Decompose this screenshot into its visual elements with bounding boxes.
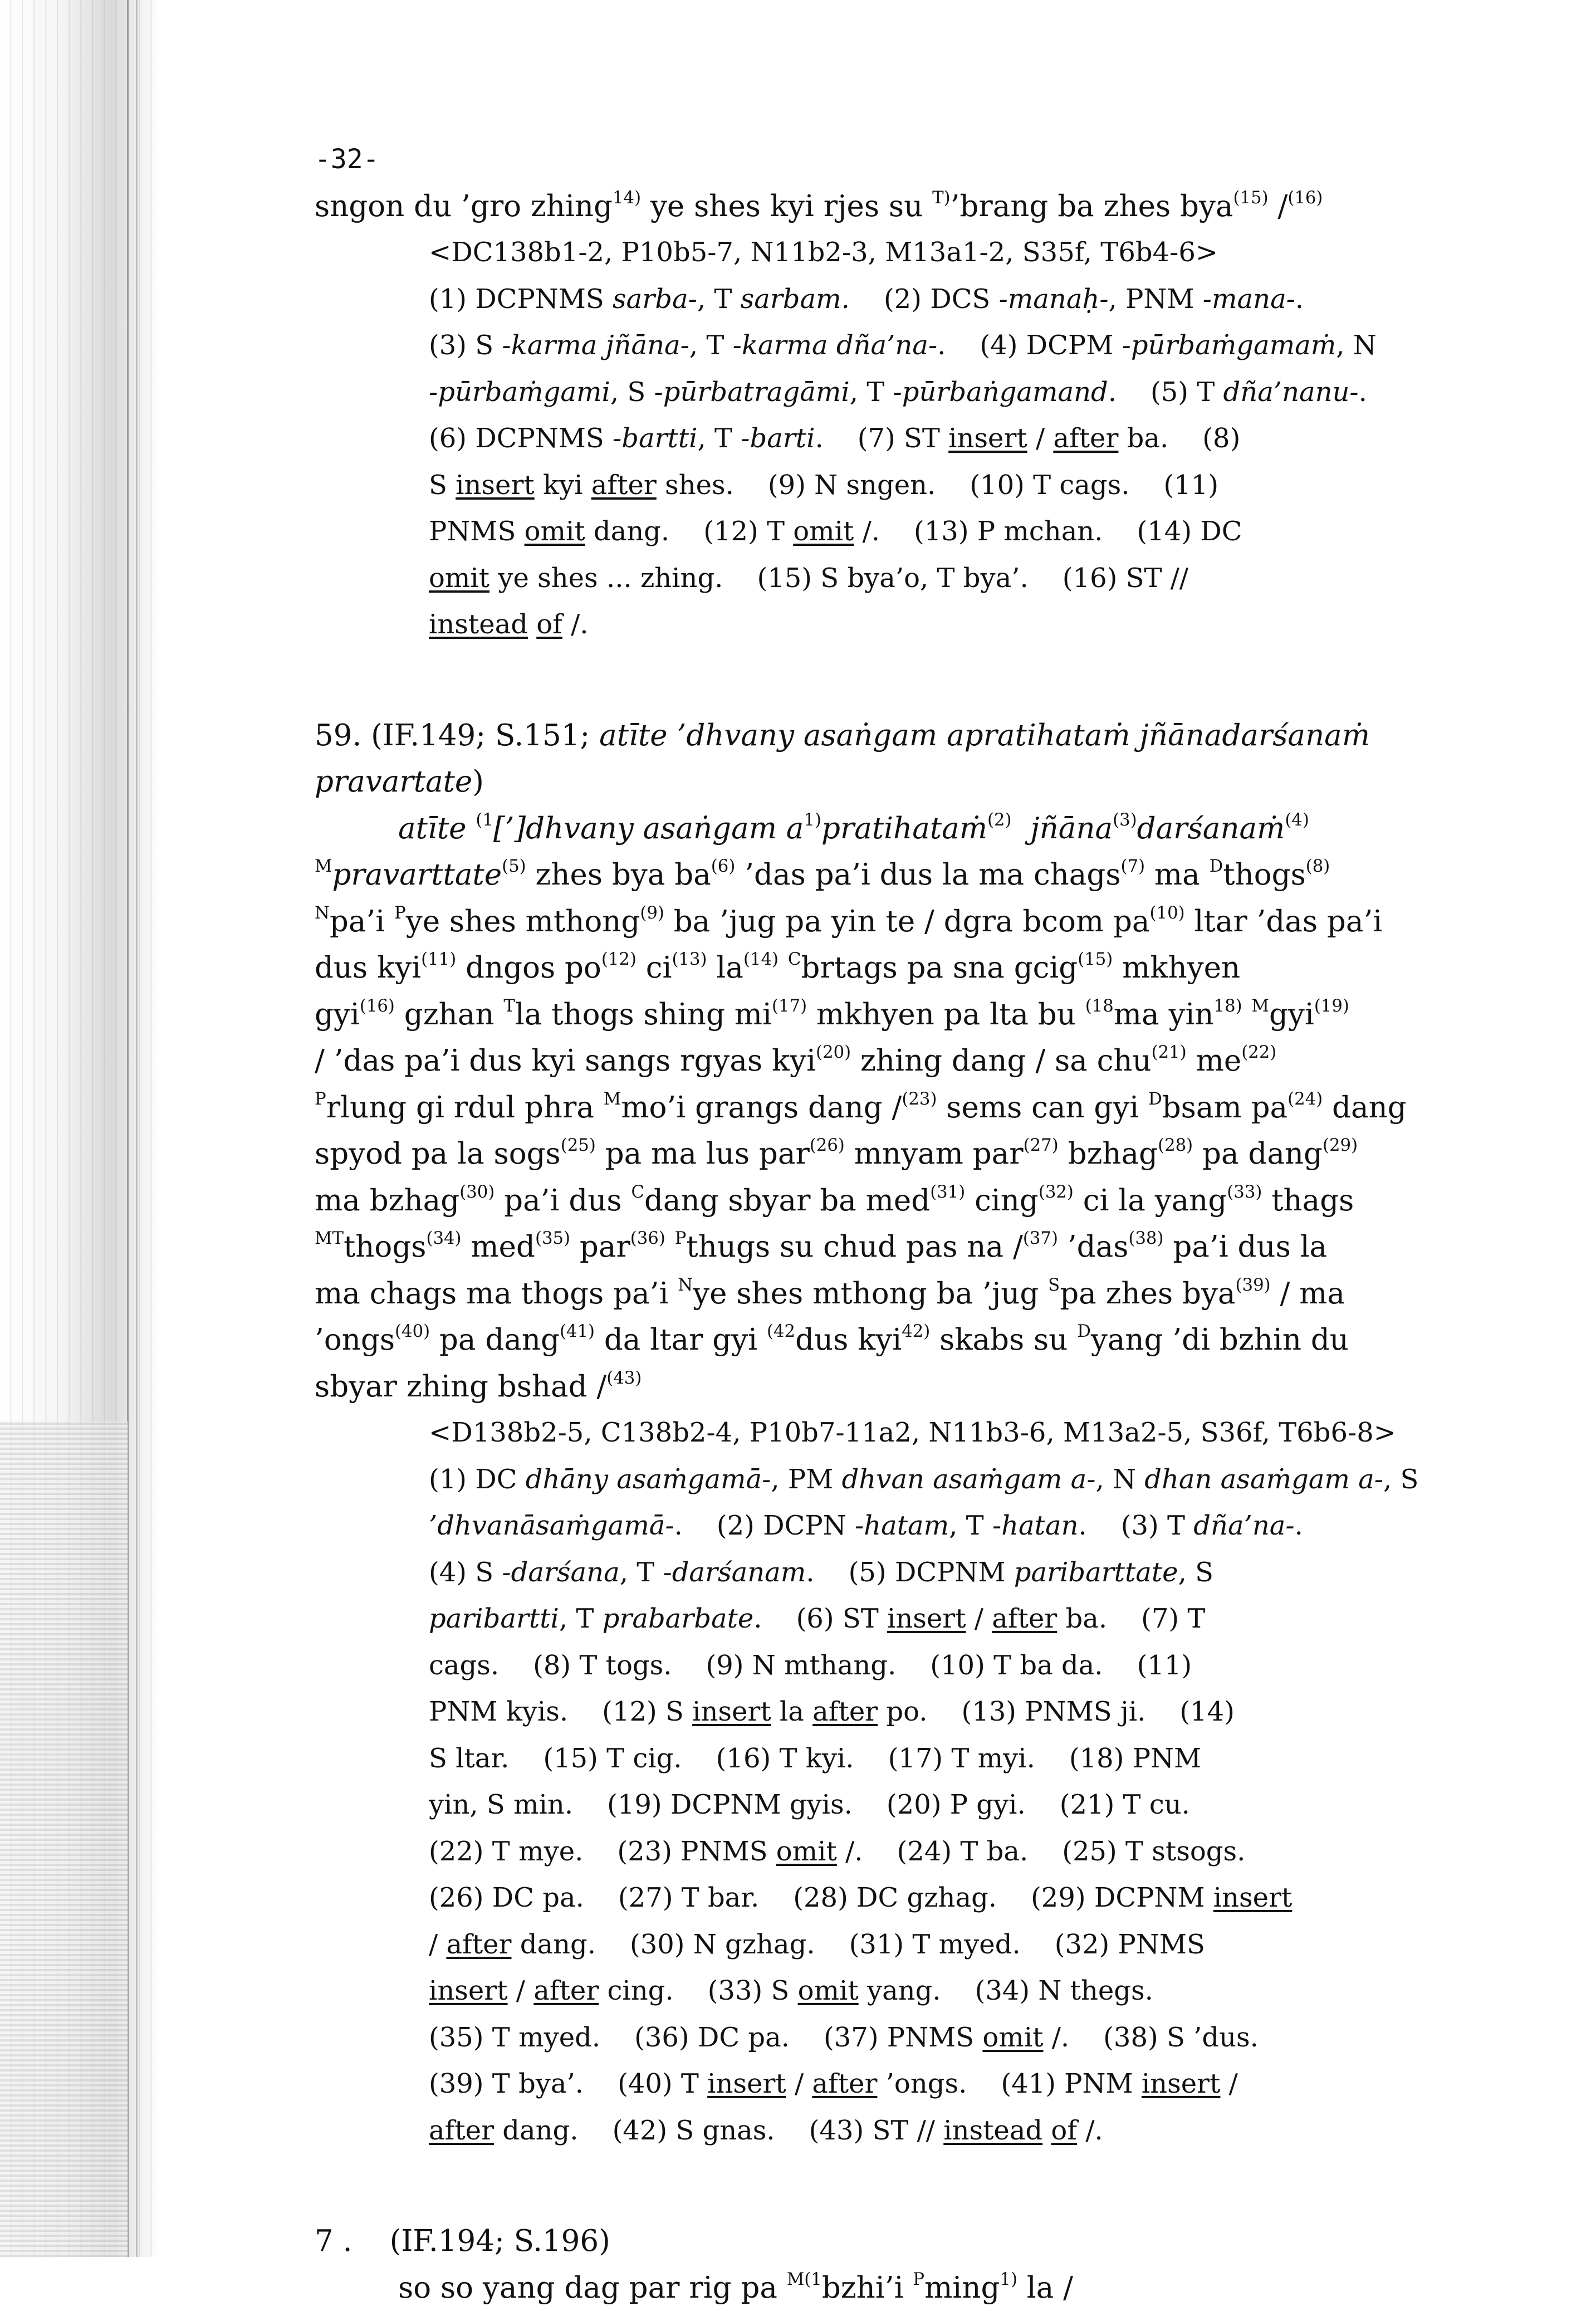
apparatus-line: / after dang. (30) N gzhag. (31) T myed. (32) PNMS [429,1922,1568,1968]
apparatus-line: (3) S -karma jñāna-, T -karma dña’na-. (4) DCPM -pūrbaṁgamaṁ, N [429,323,1568,369]
apparatus-line: (4) S -darśana, T -darśanam. (5) DCPNM paribarttate, S [429,1550,1568,1596]
apparatus-line: (1) DCPNMS sarba-, T sarbam. (2) DCS -manaḥ-, PNM -mana-. [429,276,1568,323]
scan-binding-edge [0,0,159,2257]
text-line: sbyar zhing bshad /$^{(43)}$ [315,1364,1568,1410]
text-line: $^M$pravarttate$^{(5)}$ zhes bya $ba^{(6)}$ ’das pa’i dus la ma chags$^{(7)}$ ma $^D$thogs$^{(8)}$ [315,852,1568,898]
binding-shadow [0,1421,128,2257]
apparatus-line: after dang. (42) S gnas. (43) ST // instead of /. [429,2108,1568,2154]
apparatus-line: (39) T bya’. (40) T insert / after ’ongs. (41) PNM insert / [429,2061,1568,2108]
text-line: spyod pa la sogs$^{(25)}$ pa ma lus par$^{(26)}$ mnyam par$^{(27)}$ bzhag$^{(28)}$ pa dang$^{(29)}$ [315,1131,1568,1178]
apparatus-line: instead of /. [429,602,1568,648]
apparatus-line: -pūrbaṁgami, S -pūrbatragāmi, T -pūrbaṅgamand. (5) T dña’nanu-. [429,369,1568,416]
apparatus-line: <D138b2-5, C138b2-4, P10b7-11a2, N11b3-6, M13a2-5, S36f, T6b6-8> [429,1410,1568,1457]
apparatus-line: (26) DC pa. (27) T bar. (28) DC gzhag. (29) DCPNM insert [429,1875,1568,1922]
apparatus-line: S ltar. (15) T cig. (16) T kyi. (17) T myi. (18) PNM [429,1736,1568,1782]
apparatus-line: PNM kyis. (12) S insert la after po. (13) PNMS ji. (14) [429,1689,1568,1736]
text-line: ’ongs$^{(40)}$ pa dang$^{(41)}$ da ltar gyi $^{(42}$dus kyi$^{42)}$ skabs su $^D$yang ’di bzhin du [315,1317,1568,1364]
section-59-body [315,805,1568,1410]
apparatus-58 [315,229,1568,648]
apparatus-line: PNMS omit dang. (12) T omit /. (13) P mchan. (14) DC [429,509,1568,555]
heading-line: pravartate) [315,759,1568,805]
apparatus-59 [315,1410,1568,2154]
text-line: $^N$pa’i $^P$ye shes mthong$^{(9)}$ ba ’jug pa yin te / dgra bcom $pa^{(10)}$ ltar ’das pa’i [315,898,1568,945]
spacer [315,648,1568,712]
paper-page [315,136,1568,2311]
text-line: / ’das pa’i dus kyi sangs rgyas kyi$^{(20)}$ zhing dang / sa chu$^{(21)}$ $me^{(22)}$ [315,1038,1568,1084]
verse-58-end [315,183,1568,230]
text-line: sngon du ’gro zhing$^{14)}$ ye shes kyi rjes su $^{T)}$’brang ba zhes bya$^{(15)}$ /$^{(16)}$ [315,183,1568,230]
text-line: atīte $^{(1}$[’]dhvany asaṅgam $a^{1)}pratihataṁ^{(2)}$ jñāna$^{(3)}$darśanaṁ$^{(4)}$ [398,805,1568,852]
text-line: ma bzhag$^{(30)}$ pa’i dus $^C$dang sbyar ba med$^{(31)}$ cing$^{(32)}$ ci la yang$^{(33)}$ thags [315,1178,1568,1224]
heading-line: 59. (IF.149; S.151; atīte ’dhvany asaṅgam apratihataṁ jñānadarśanaṁ [315,712,1568,759]
text-line: $^P$rlung gi rdul phra $^M$mo’i grangs dang /$^{(23)}$ sems can gyi $^D$bsam $pa^{(24)}$ dang [315,1084,1568,1131]
binding-line [136,0,138,2257]
page-number: -32- [315,136,1568,183]
apparatus-line: (22) T mye. (23) PNMS omit /. (24) T ba. (25) T stsogs. [429,1829,1568,1875]
apparatus-line: S insert kyi after shes. (9) N sngen. (10) T cags. (11) [429,462,1568,509]
apparatus-line: <DC138b1-2, P10b5-7, N11b2-3, M13a1-2, S35f, T6b4-6> [429,229,1568,276]
apparatus-line: (6) DCPNMS -bartti, T -barti. (7) ST insert / after ba. (8) [429,416,1568,462]
section-7-body [315,2265,1568,2311]
apparatus-line: yin, S min. (19) DCPNM gyis. (20) P gyi. (21) T cu. [429,1782,1568,1829]
text-line: dus kyi$^{(11)}$ dngos $po^{(12)}$ $ci^{(13)}$ $la^{(14)}$ $^C$brtags pa sna gcig$^{(15)}$ mkhyen [315,945,1568,991]
section-59-heading [315,712,1568,805]
apparatus-line: insert / after cing. (33) S omit yang. (34) N thegs. [429,1968,1568,2015]
spacer [315,2154,1568,2218]
apparatus-line: cags. (8) T togs. (9) N mthang. (10) T ba da. (11) [429,1643,1568,1689]
section-7-heading [315,2218,1568,2265]
apparatus-line: paribartti, T prabarbate. (6) ST insert / after ba. (7) T [429,1596,1568,1643]
text-line: ma chags ma thogs pa’i $^N$ye shes mthong ba ’jug $^S$pa zhes bya$^{(39)}$ / ma [315,1271,1568,1317]
apparatus-line: ’dhvanāsaṁgamā-. (2) DCPN -hatam, T -hatan. (3) T dña’na-. [429,1503,1568,1550]
text-line: $^{MT}$thogs$^{(34)}$ med$^{(35)}$ par$^{(36)}$ $^P$thugs su chud pas na /$^{(37)}$ ’das$^{(38)}$ pa’i dus la [315,1224,1568,1271]
apparatus-line: omit ye shes ... zhing. (15) S bya’o, T bya’. (16) ST // [429,555,1568,602]
apparatus-line: (1) DC dhāny asaṁgamā-, PM dhvan asaṁgam a-, N dhan asaṁgam a-, S [429,1457,1568,1503]
text-line: gyi$^{(16)}$ gzhan $^T$la thogs shing $mi^{(17)}$ mkhyen pa lta bu $^{(18}$ma yin$^{18)}$ $^M$gyi$^{(19)}$ [315,991,1568,1038]
heading-line: 7 . (IF.194; S.196) [315,2218,1568,2265]
text-line: so so yang dag par rig pa $^{M(1}$bzhi’i $^P$ming$^{1)}$ la / [398,2265,1568,2311]
apparatus-line: (35) T myed. (36) DC pa. (37) PNMS omit /. (38) S ’dus. [429,2015,1568,2061]
